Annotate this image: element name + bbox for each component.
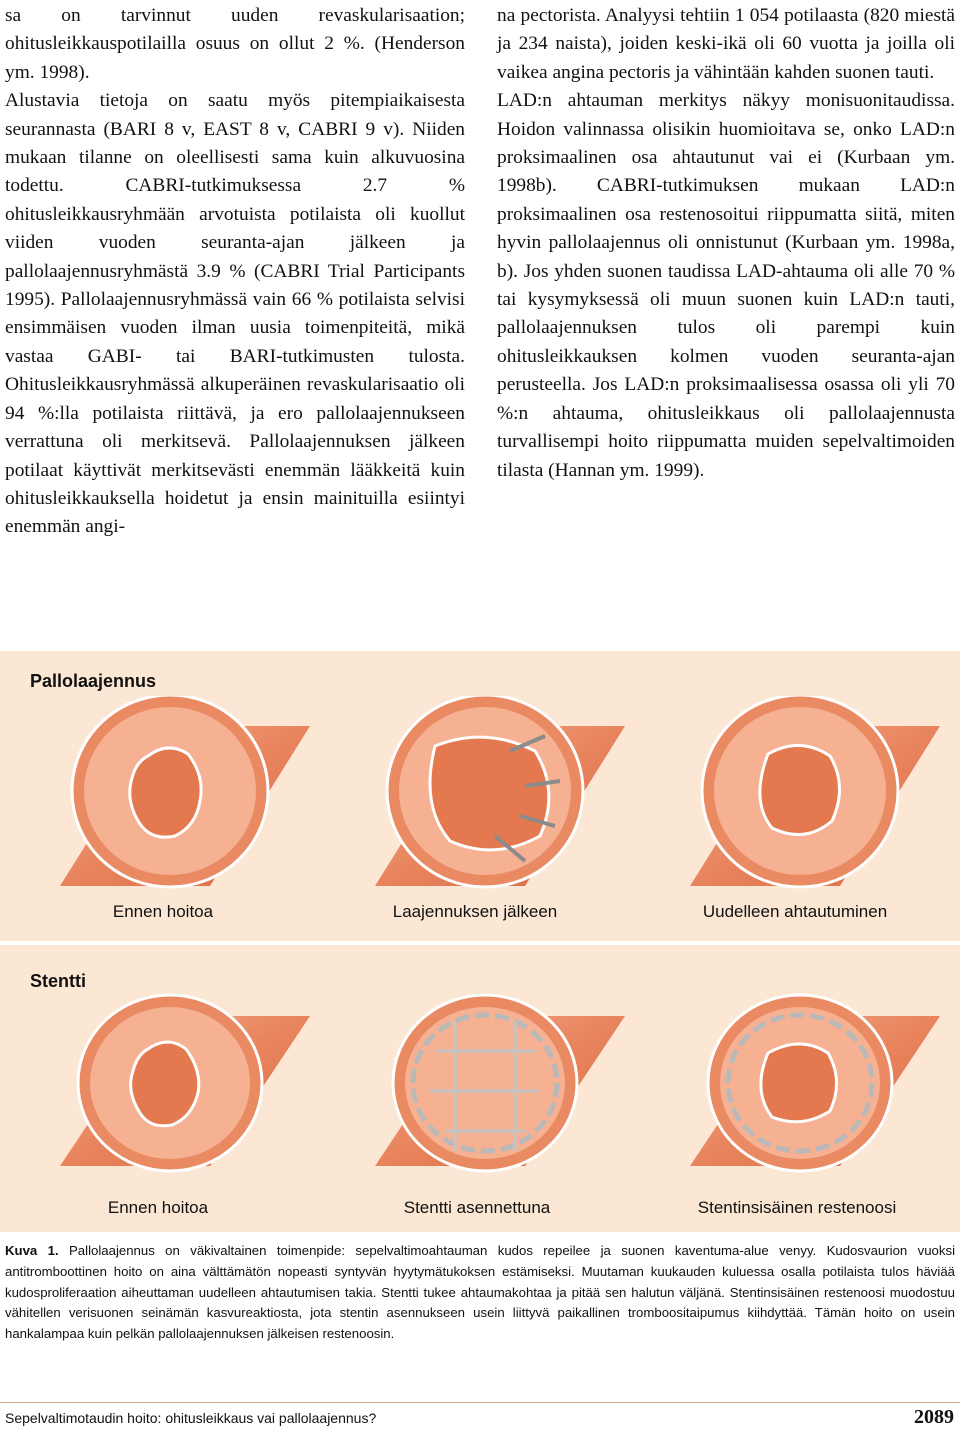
footer-title: Sepelvaltimotaudin hoito: ohitusleikkaus vai pallolaajennus?	[5, 1410, 377, 1426]
section-title-pallolaajennus: Pallolaajennus	[30, 671, 157, 691]
panel-label: Ennen hoitoa	[107, 1198, 209, 1217]
figure-caption	[5, 1241, 955, 1345]
paragraph: sa on tarvinnut uuden revaskularisaation; ohitusleikkauspotilailla osuus on ollut 2 %. (Henderson ym. 1998).	[5, 5, 465, 83]
panel-label: Laajennuksen jälkeen	[392, 902, 558, 921]
footer-rule	[0, 1402, 960, 1403]
panel-label: Stentinsisäinen restenoosi	[697, 1198, 897, 1217]
caption-text: Pallolaajennus on väkivaltainen toimenpide: sepelvaltimoahtauman kudos repeilee ja suonen kaventuma-alue venyy. Kudosvaurion vuoksi antitromboottinen hoito on aina välttämätön nopeasti syntyvän hyytymätukoksen estämiseksi. Muutaman kuukauden kuluessa osalla potilaista tulos häviää kudosproliferaation aiheuttaman uudelleen ahtautumisen takia. Stentti tukee ahtaumakohtaa ja pitää sen halutun väljänä. Stentinsisäinen restenoosi muodostuu vähitellen verisuonen seinämän kasvureaktiosta, jota stentin asennukseen usein liittyvä paikallinen tromboositaipumus kiihdyttää. Tämän hoito on usein hankalampaa kuin pelkän pallolaajennuksen jälkeisen restenoosin.	[5, 1243, 955, 1342]
paragraph: LAD:n ahtauman merkitys näkyy monisuonitaudissa. Hoidon valinnassa olisikin huomioitava se, onko LAD:n proksimaalinen osa ahtautunut vai ei (Kurbaan ym. 1998b). CABRI-tutkimuksen mukaan LAD:n proksimaalinen osa restenosoitui riippumatta siitä, miten hyvin pallolaajennus oli onnistunut (Kurbaan ym. 1998a, b). Jos yhden suonen taudissa LAD-ahtauma oli alle 70 % tai kysymyksessä oli muun suonen kuin LAD:n tauti, pallolaajennuksen tulos oli parempi kuin ohitusleikkauksen kolmen vuoden seuranta-ajan perusteella. Jos LAD:n proksimaalisessa osassa oli yli 70 %:n ahtauma, ohitusleikkaus oli pallolaajennusta turvallisempi hoito riippumatta muiden sepelvaltimoiden tilasta (Hannan ym. 1999).	[497, 90, 955, 481]
panel-label: Ennen hoitoa	[112, 902, 214, 921]
panel-label: Stentti asennettuna	[403, 1198, 551, 1217]
caption-label: Kuva 1.	[5, 1243, 59, 1258]
stentti-illustrations	[0, 991, 960, 1191]
figure	[0, 651, 960, 1232]
vessel-restenosis	[690, 696, 940, 887]
pallolaajennus-illustrations	[0, 696, 960, 926]
paragraph: na pectorista. Analyysi tehtiin 1 054 potilaasta (820 miestä ja 234 naista), joiden keski-ikä oli 60 vuotta ja joilla oli vaikea angina pectoris ja vähintään kahden suonen tauti.	[497, 5, 955, 83]
left-text-column	[5, 2, 465, 542]
paragraph: Alustavia tietoja on saatu myös pitempiaikaisesta seurannasta (BARI 8 v, EAST 8 v, CABRI 9 v). Niiden mukaan tilanne on oleellisesti sama kuin alkuvuosina todettu. CABRI-tutkimuksessa 2.7 % ohitusleikkausryhmään arvotuista potilaista oli kuollut viiden vuoden seuranta-ajan jälkeen ja pallolaajennusryhmästä 3.9 % (CABRI Trial Participants 1995). Pallolaajennusryhmässä vain 66 % potilaista selvisi ensimmäisen vuoden ilman uusia toimenpiteitä, mikä vastaa GABI- tai BARI-tutkimusten tulosta. Ohitusleikkausryhmässä alkuperäinen revaskularisaatio oli 94 %:lla potilaista riittävä, ja ero pallolaajennukseen verrattuna oli merkitsevä. Pallolaajennuksen jälkeen potilaat käyttivät merkitsevästi enemmän lääkkeitä kuin ohitusleikkauksella hoidetut ja ensin mainituilla esiintyi enemmän angi-	[5, 90, 465, 538]
vessel-after-dilation	[375, 696, 625, 887]
section-title-stentti: Stentti	[30, 971, 86, 991]
panel-label: Uudelleen ahtautuminen	[702, 902, 888, 921]
vessel-before-treatment	[60, 696, 310, 887]
page-number: 2089	[914, 1406, 954, 1428]
figure-divider	[0, 941, 960, 945]
stent-installed	[375, 995, 625, 1171]
stent-before-treatment	[60, 995, 310, 1171]
in-stent-restenosis	[690, 995, 940, 1171]
right-text-column	[497, 2, 955, 485]
